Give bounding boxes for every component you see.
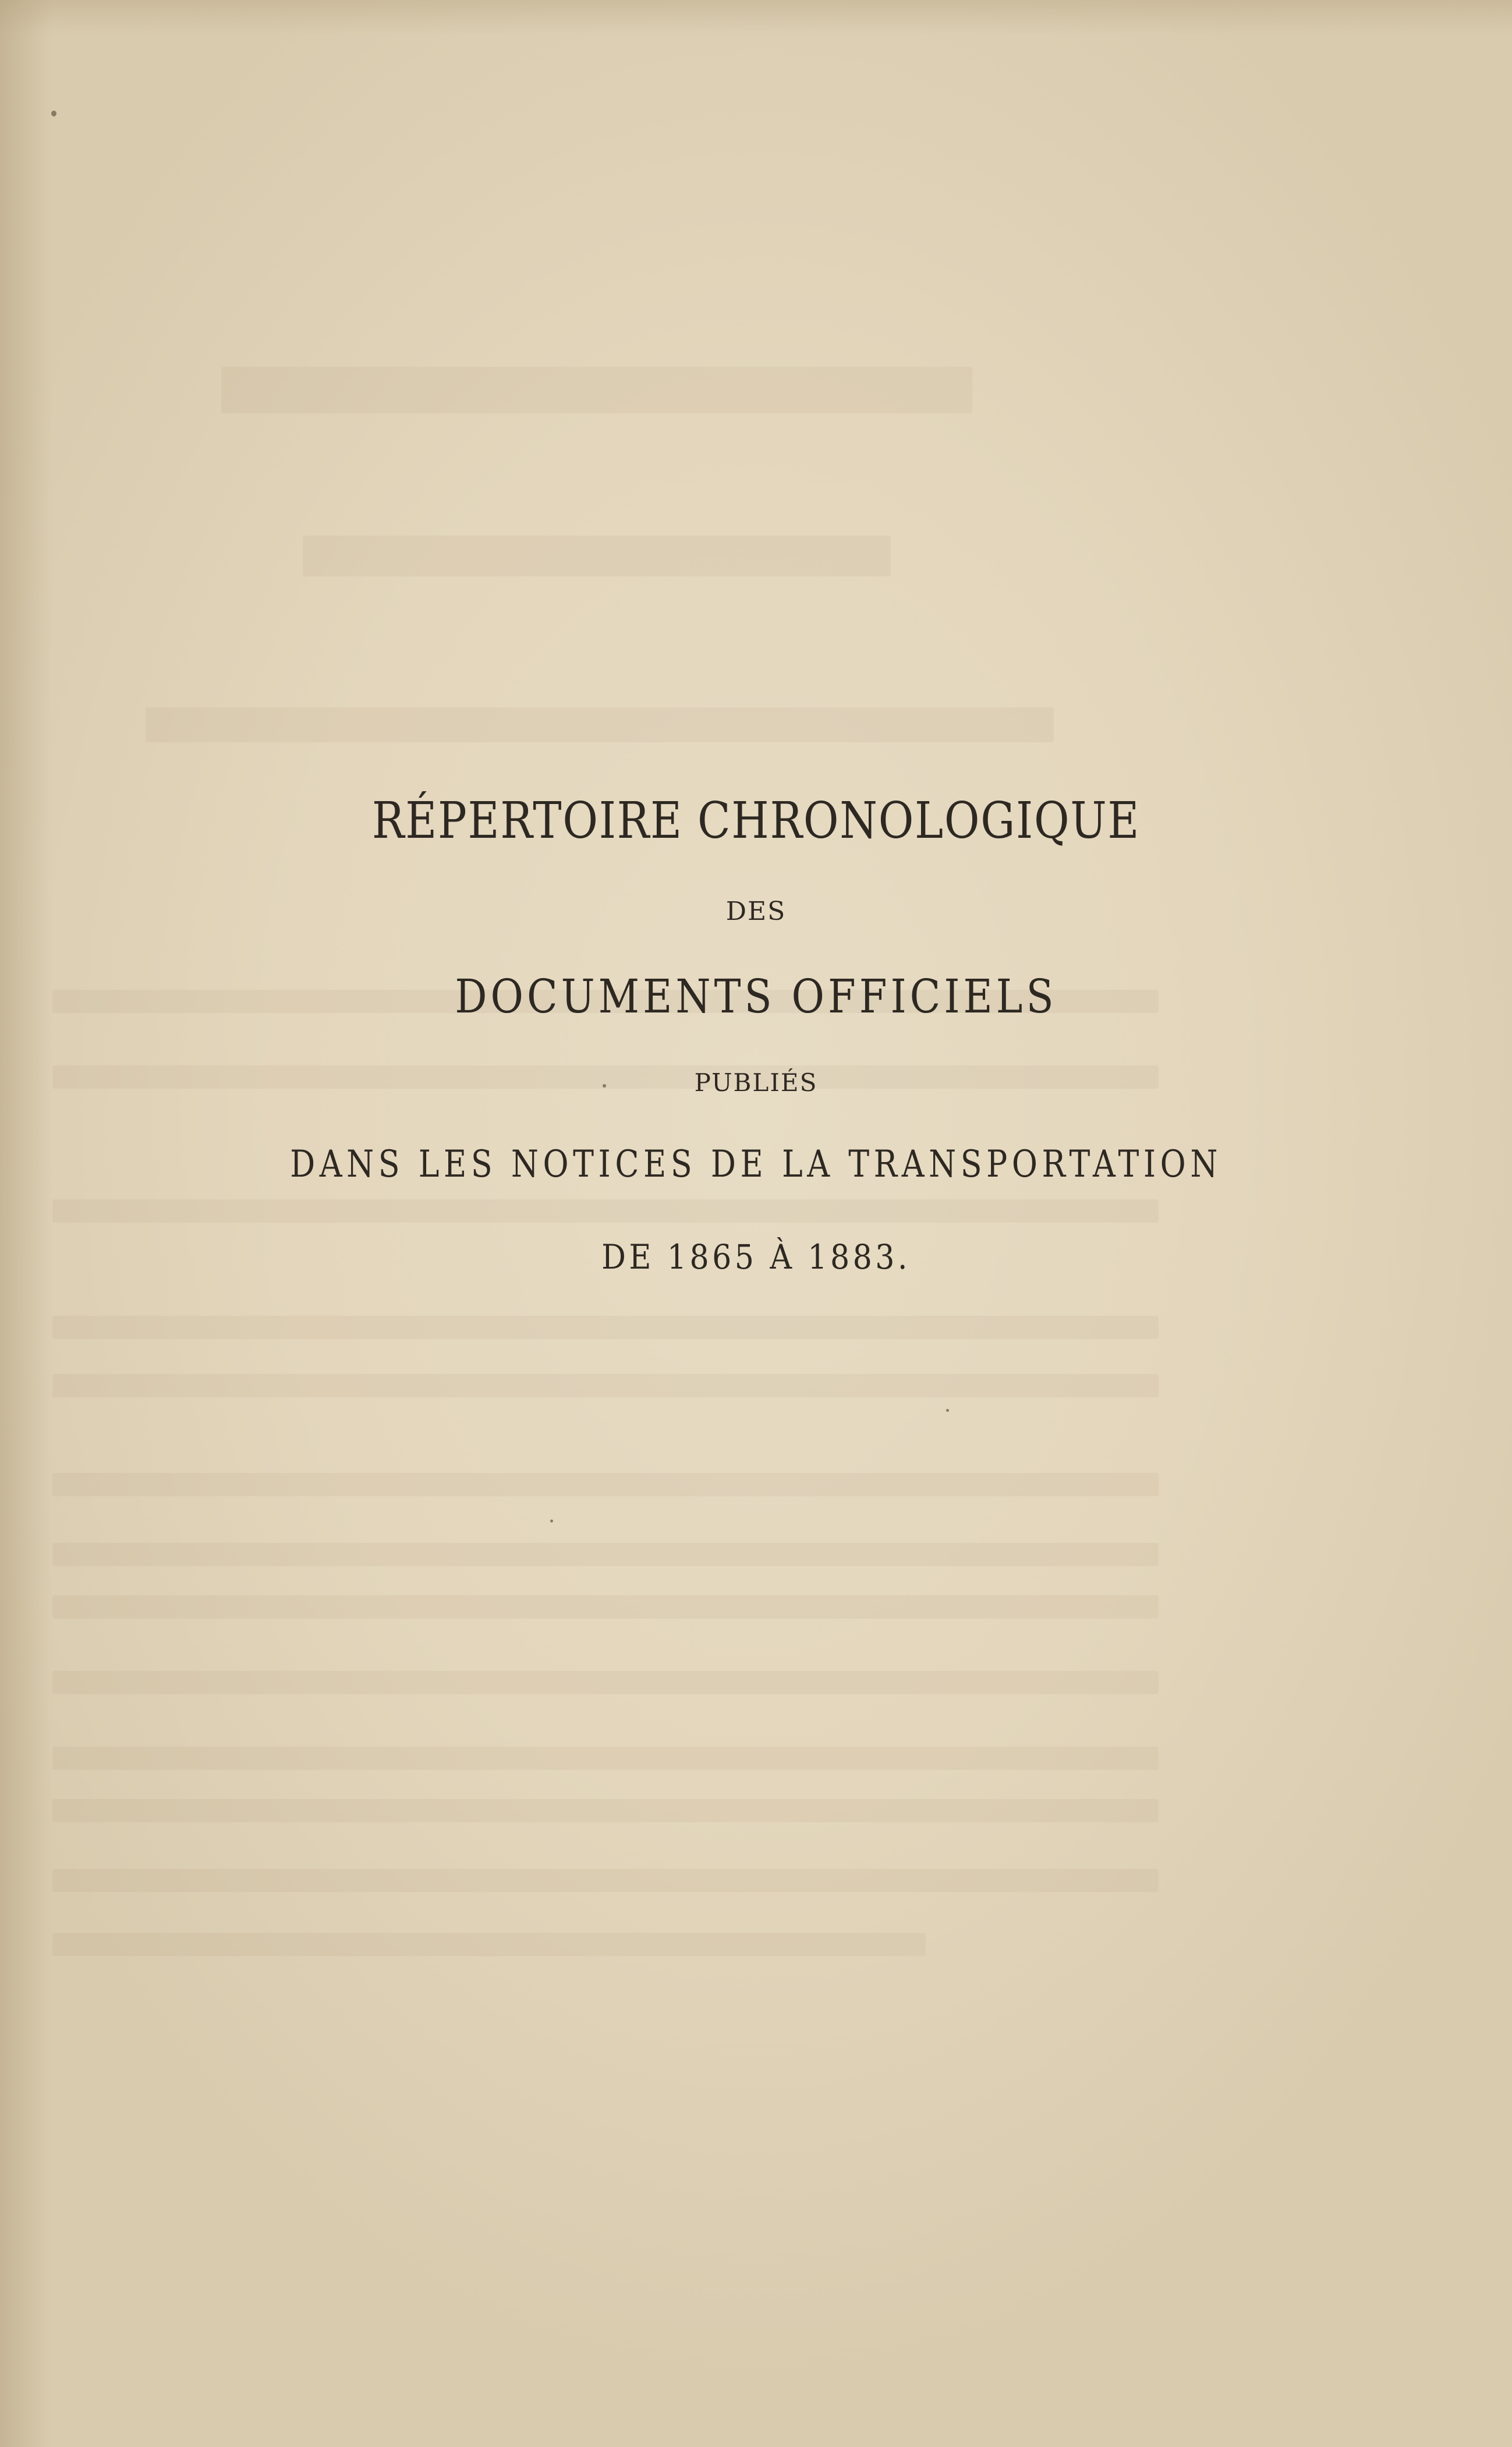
- paper-speck: [946, 1409, 949, 1412]
- main-title: RÉPERTOIRE CHRONOLOGIQUE: [371, 792, 1141, 850]
- page-top-shadow: [0, 0, 1512, 35]
- page-edge-shadow: [0, 0, 52, 2447]
- paper-speck: [51, 111, 56, 116]
- paper-speck: [550, 1520, 553, 1522]
- subtitle-notices: DANS LES NOTICES DE LA TRANSPORTATION: [290, 1143, 1222, 1186]
- connector-des: DES: [725, 897, 787, 926]
- subtitle-documents: DOCUMENTS OFFICIELS: [455, 969, 1057, 1024]
- connector-publies: PUBLIÉS: [694, 1068, 818, 1097]
- date-range: DE 1865 À 1883.: [601, 1237, 911, 1277]
